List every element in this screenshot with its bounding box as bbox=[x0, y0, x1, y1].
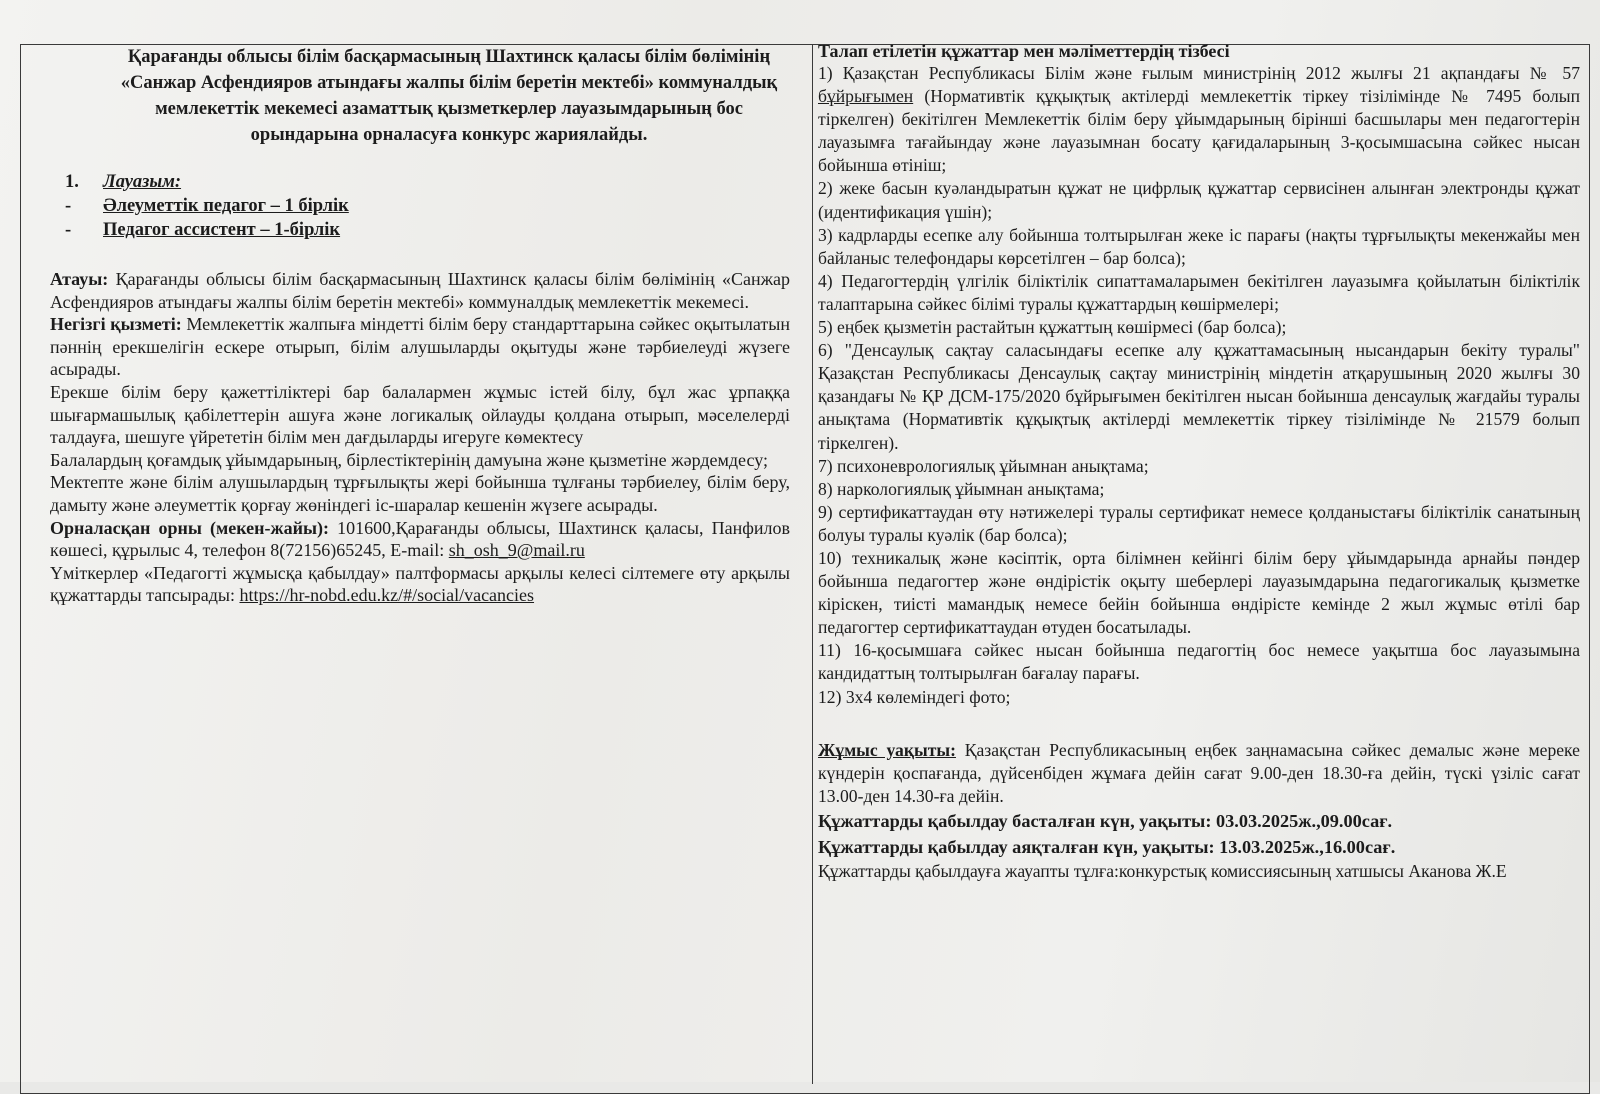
positions-header bbox=[65, 170, 790, 194]
email-link[interactable]: sh_osh_9@mail.ru bbox=[448, 540, 585, 561]
paragraph-upbringing: Мектепте және білім алушылардың тұрғылықты жері бойынша тұлғаны тәрбиелеу, білім беру, дамыту және әлеуметтік қорғау жөніндегі іс-шаралар кешенін жүзеге асырады. bbox=[50, 472, 790, 515]
responsible-person: Құжаттарды қабылдауға жауапты тұлға:конкурстық комиссиясының хатшысы Аканова Ж.Е bbox=[818, 860, 1507, 881]
paragraph-special-needs: Ерекше білім беру қажеттіліктері бар балалармен жұмыс істей білу, бұл жас ұрпаққа шығармашылық қабілеттерін ашуға және логикалық ойлауды қолдана отырып, мәселелерді талдауға, шешуге үйрететін білім мен дағдыларды игеруге көмектесу bbox=[50, 381, 790, 448]
doc-item-4: 4) Педагогтердің үлгілік біліктілік сипаттамаларымен бекітілген лауазымға қойылатын біліктілік талаптарына сәйкес білімі туралы құжаттардың көшірмелері; bbox=[818, 270, 1580, 314]
location-paragraph bbox=[50, 517, 790, 562]
announcement-heading: Қарағанды облысы білім басқармасының Шахтинск қаласы білім бөлімінің «Санжар Асфендияров атындағы жалпы білім беретін мектебі» коммуналдық мемлекеттік мекемесі азаматтық қызметкерлер лауазымдарының бос орындарына орналасуға конкурс жариялайды. bbox=[120, 47, 778, 145]
position-social-pedagog: Әлеуметтік педагог – 1 бірлік bbox=[103, 196, 349, 216]
apply-paragraph bbox=[50, 562, 790, 607]
position-assistant: Педагог ассистент – 1-бірлік bbox=[103, 220, 341, 240]
main-paragraph bbox=[50, 313, 790, 381]
doc-item-6: 6) "Денсаулық сақтау саласындағы есепке алу құжаттамасының нысандарын бекіту туралы" Қазақстан Республикасы Денсаулық сақтау министрінің міндетін атқарушының 2020 жылғы 30 қазандағы № ҚР ДСМ-175/2020 бұйрығымен бекітілген нысан бойынша денсаулық жағдайы туралы анықтама (Нормативтік құқықтық актілерді мемлекеттік тіркеу тізілімінде № 21579 болып тіркелген). bbox=[818, 340, 1580, 453]
paragraph-organizations: Балалардың қоғамдық ұйымдарының, бірлестіктерінің дамуына және қызметіне жәрдемдесу; bbox=[50, 449, 768, 470]
end-date-line: Құжаттарды қабылдау аяқталған күн, уақыты: 13.03.2025ж.,16.00сағ. bbox=[818, 836, 1396, 857]
doc-item-1-text: 1) Қазақстан Республикасы Білім және ғылым министрінің 2012 жылғы 21 ақпандағы № 57 bbox=[818, 63, 1580, 83]
name-text: Қарағанды облысы білім басқармасының Шахтинск қаласы білім бөлімінің «Санжар Асфендияров атындағы жалпы білім беретін мектебі» коммуналдық мемлекеттік мекемесі. bbox=[50, 269, 790, 312]
doc-item-7: 7) психоневрологиялық ұйымнан анықтама; bbox=[818, 455, 1149, 476]
doc-item-3: 3) кадрларды есепке алу бойынша толтырылған жеке іс парағы (нақты тұрғылықты мекенжайы мен байланыс телефондары көрсетілген – бар болса); bbox=[818, 224, 1580, 268]
work-hours-label: Жұмыс уақыты: bbox=[818, 739, 956, 760]
doc-item-8: 8) наркологиялық ұйымнан анықтама; bbox=[818, 478, 1105, 499]
position-item bbox=[65, 194, 790, 218]
column-divider bbox=[812, 44, 813, 1084]
doc-item-10: 10) техникалық және кәсіптік, орта білімнен кейінгі білім беру ұйымдарында арнайы пәндер бойынша педагогтер және өндірістік оқыту шеберлері лауазымдарына педагогикалық қызметке кіріскен, тиісті мамандық немесе бейін бойынша өндірісте кемінде 2 жыл жұмыс өтілі бар педагогтер сертификаттаудан өтуден босатылады. bbox=[818, 547, 1580, 638]
main-text: Мемлекеттік жалпыға міндетті білім беру стандарттарына сәйкес оқытылатын пәннің ерекшелігін ескере отырып, білім алушыларды оқытуды және тәрбиелеуді жүзеге асырады. bbox=[50, 314, 790, 380]
order-link[interactable]: бұйрығымен bbox=[818, 86, 914, 107]
left-column bbox=[50, 44, 790, 607]
start-date-line: Құжаттарды қабылдау басталған күн, уақыты: 03.03.2025ж.,09.00сағ. bbox=[818, 810, 1393, 831]
apply-link[interactable]: https://hr-nobd.edu.kz/#/social/vacancies bbox=[239, 585, 535, 606]
doc-item-12: 12) 3х4 көлеміндегі фото; bbox=[818, 686, 1011, 707]
doc-item-2: 2) жеке басын куәландыратын құжат не цифрлық құжаттар сервисінен алынған электронды құжат (идентификация үшін); bbox=[818, 178, 1580, 222]
location-label: Орналасқан орны (мекен-жайы): bbox=[50, 517, 329, 538]
right-column bbox=[818, 40, 1580, 883]
main-label: Негізгі қызметі: bbox=[50, 314, 182, 335]
position-item bbox=[65, 218, 790, 242]
documents-title: Талап етілетін құжаттар мен мәліметтердің тізбесі bbox=[818, 41, 1230, 61]
list-number: 1. bbox=[65, 172, 79, 192]
doc-item-11: 11) 16-қосымшаға сәйкес нысан бойынша педагогтің бос немесе уақытша бос лауазымына кандидаттың толтырылған бағалау парағы. bbox=[818, 640, 1580, 684]
doc-item-5: 5) еңбек қызметін растайтын құжаттың көшірмесі (бар болса); bbox=[818, 317, 1287, 338]
dash-bullet: - bbox=[65, 220, 72, 240]
doc-item-1 bbox=[818, 62, 1580, 177]
name-label: Атауы: bbox=[50, 269, 109, 289]
doc-item-9: 9) сертификаттаудан өту нәтижелері туралы сертификат немесе қолданыстағы біліктілік санатының болуы туралы куәлік (бар болса); bbox=[818, 501, 1580, 545]
name-paragraph bbox=[50, 268, 790, 313]
doc-item-1-text-cont: (Нормативтік құқықтық актілерді мемлекеттік тіркеу тізілімінде № 7495 болып тіркелген) бекітілген Мемлекеттік білім беру ұйымдарының бірінші басшылары мен педагогтерін лауазымға тағайындау және лауазымнан босату қағидаларының 3-қосымшасына сәйкес нысан бойынша өтініш; bbox=[818, 86, 1580, 176]
work-hours-paragraph bbox=[818, 739, 1580, 808]
location-text: 101600,Қарағанды облысы, Шахтинск қаласы, Панфилов көшесі, құрылыс 4, телефон 8(72156)65245, E-mail: bbox=[50, 517, 791, 561]
apply-text: Үміткерлер «Педагогті жұмысқа қабылдау» палтформасы арқылы келесі сілтемеге өту арқылы құжаттарды тапсырады: bbox=[50, 562, 790, 606]
work-hours-text: Қазақстан Республикасының еңбек заңнамасына сәйкес демалыс және мереке күндерін қоспағанда, дүйсенбіден жұмаға дейін сағат 9.00-ден 18.30-ға дейін, түскі үзіліс сағат 13.00-ден 14.30-ға дейін. bbox=[818, 739, 1580, 806]
position-label: Лауазым: bbox=[103, 172, 182, 192]
positions-list bbox=[65, 170, 790, 242]
dash-bullet: - bbox=[65, 196, 72, 216]
